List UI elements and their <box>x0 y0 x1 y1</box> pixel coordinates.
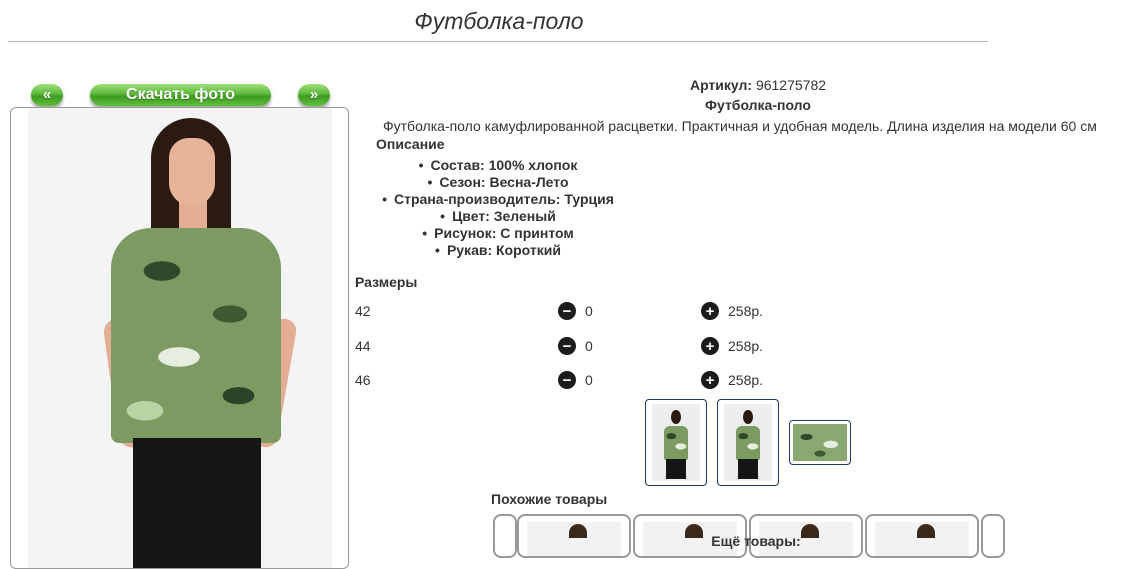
minus-circle-icon[interactable]: − <box>558 371 576 389</box>
quantity-value: 0 <box>585 372 593 388</box>
next-photo-button[interactable]: » <box>298 84 330 106</box>
carousel-next-button[interactable] <box>981 514 1005 558</box>
plus-circle-icon[interactable]: + <box>701 302 719 320</box>
price-value: 258р. <box>728 338 764 354</box>
more-products-label: Ещё товары: <box>711 533 801 549</box>
description-label: Описание <box>376 136 445 152</box>
thumb-head <box>569 524 587 538</box>
size-row <box>355 372 775 392</box>
thumb-head <box>801 524 819 538</box>
article-value: 961275782 <box>755 77 827 93</box>
thumb-pants <box>738 459 757 479</box>
size-row <box>355 303 775 323</box>
quantity-value: 0 <box>585 303 593 319</box>
property-item: • Цвет: Зеленый <box>374 208 622 225</box>
thumbnail-model-front[interactable] <box>645 399 707 486</box>
thumbnail-image <box>652 404 700 481</box>
product-name: Футболка-поло <box>705 97 811 113</box>
thumb-shirt <box>664 426 688 461</box>
size-value: 44 <box>355 338 371 354</box>
thumb-head <box>685 524 703 538</box>
property-item: • Рисунок: С принтом <box>374 225 622 242</box>
property-item: • Сезон: Весна-Лето <box>374 174 622 191</box>
similar-product-image <box>759 522 853 556</box>
minus-circle-icon[interactable]: − <box>558 302 576 320</box>
thumb-head <box>917 524 935 538</box>
thumbnail-model-back[interactable] <box>717 399 779 486</box>
property-list <box>374 157 622 259</box>
thumb-head <box>671 410 681 424</box>
article-line <box>360 77 1131 93</box>
page-title: Футболка-поло <box>414 8 584 34</box>
carousel-prev-button[interactable] <box>493 514 517 558</box>
quantity-value: 0 <box>585 338 593 354</box>
similar-product-item[interactable] <box>633 514 747 558</box>
similar-product-image <box>875 522 969 556</box>
size-value: 42 <box>355 303 371 319</box>
thumbnail-image <box>724 404 772 481</box>
camo-polo-shirt <box>111 228 281 443</box>
model-face <box>169 138 215 206</box>
thumb-shirt <box>736 426 760 461</box>
plus-circle-icon[interactable]: + <box>701 337 719 355</box>
size-row <box>355 338 775 358</box>
article-label: Артикул: <box>689 77 753 93</box>
similar-products-label: Похожие товары <box>491 491 608 507</box>
thumb-pants <box>666 459 685 479</box>
thumbnail-image <box>793 424 847 461</box>
property-item: • Рукав: Короткий <box>374 242 622 259</box>
main-product-photo[interactable] <box>10 107 349 569</box>
thumbnail-fabric[interactable] <box>789 420 851 465</box>
similar-product-image <box>643 522 737 556</box>
similar-product-image <box>527 522 621 556</box>
minus-circle-icon[interactable]: − <box>558 337 576 355</box>
property-item: • Страна-производитель: Турция <box>374 191 622 208</box>
sizes-label: Размеры <box>355 274 418 290</box>
similar-product-item[interactable] <box>865 514 979 558</box>
similar-product-item[interactable] <box>749 514 863 558</box>
size-value: 46 <box>355 372 371 388</box>
prev-photo-button[interactable]: « <box>31 84 63 106</box>
plus-circle-icon[interactable]: + <box>701 371 719 389</box>
price-value: 258р. <box>728 372 764 388</box>
similar-product-item[interactable] <box>517 514 631 558</box>
model-pants <box>133 438 261 569</box>
thumb-head <box>743 410 753 424</box>
title-divider <box>8 41 988 42</box>
product-description: Футболка-поло камуфлированной расцветки. Практичная и удобная модель. Длина изделия на модели 60 см <box>383 118 1097 134</box>
price-value: 258р. <box>728 303 764 319</box>
property-item: • Состав: 100% хлопок <box>374 157 622 174</box>
download-photo-button[interactable]: Скачать фото <box>90 84 271 106</box>
